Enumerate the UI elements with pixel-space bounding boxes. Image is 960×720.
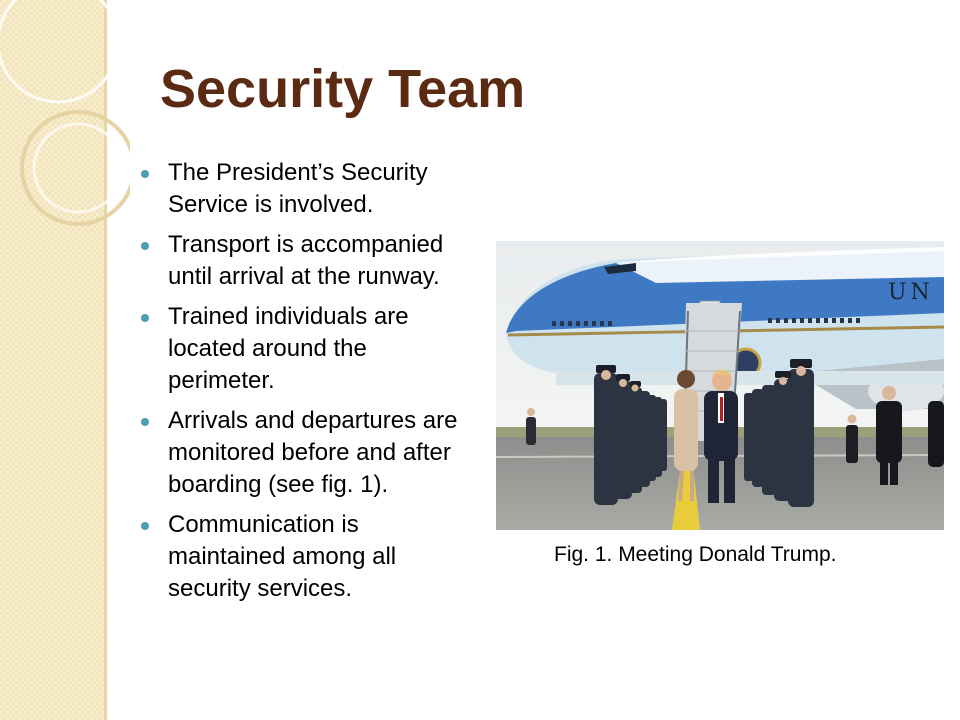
slide-title: Security Team: [160, 59, 526, 119]
bullet-list: [135, 157, 505, 613]
bullet-line: Communication is: [168, 511, 359, 538]
bullet-line: Service is involved.: [168, 191, 374, 218]
bullet-dot-icon: [141, 418, 149, 426]
bullet-line: located around the: [168, 335, 367, 362]
figure-photo: [496, 241, 944, 530]
bullet-item: [135, 229, 505, 293]
airport-scene-illustration: [496, 241, 944, 530]
bullet-item: [135, 301, 505, 397]
bullet-line: Trained individuals are: [168, 303, 409, 330]
bullet-line: until arrival at the runway.: [168, 263, 440, 290]
bullet-line: Transport is accompanied: [168, 231, 444, 258]
honor-guard-right: [744, 369, 814, 507]
bullet-line: boarding (see fig. 1).: [168, 471, 389, 498]
bullet-line: security services.: [168, 575, 353, 602]
bullet-item: [135, 509, 505, 605]
bullet-dot-icon: [141, 314, 149, 322]
aircraft-lettering: UN: [888, 280, 934, 305]
bullet-line: maintained among all: [168, 543, 397, 570]
bullet-dot-icon: [141, 170, 149, 178]
decorative-circles: [0, 0, 130, 240]
bullet-line: Arrivals and departures are: [168, 407, 458, 434]
bullet-line: monitored before and after: [168, 439, 451, 466]
bullet-item: [135, 157, 505, 221]
figure-caption: Fig. 1. Meeting Donald Trump.: [554, 543, 837, 566]
bullet-line: The President’s Security: [168, 159, 428, 186]
bullet-dot-icon: [141, 522, 149, 530]
bullet-item: [135, 405, 505, 501]
bullet-dot-icon: [141, 242, 149, 250]
bullet-line: perimeter.: [168, 367, 275, 394]
